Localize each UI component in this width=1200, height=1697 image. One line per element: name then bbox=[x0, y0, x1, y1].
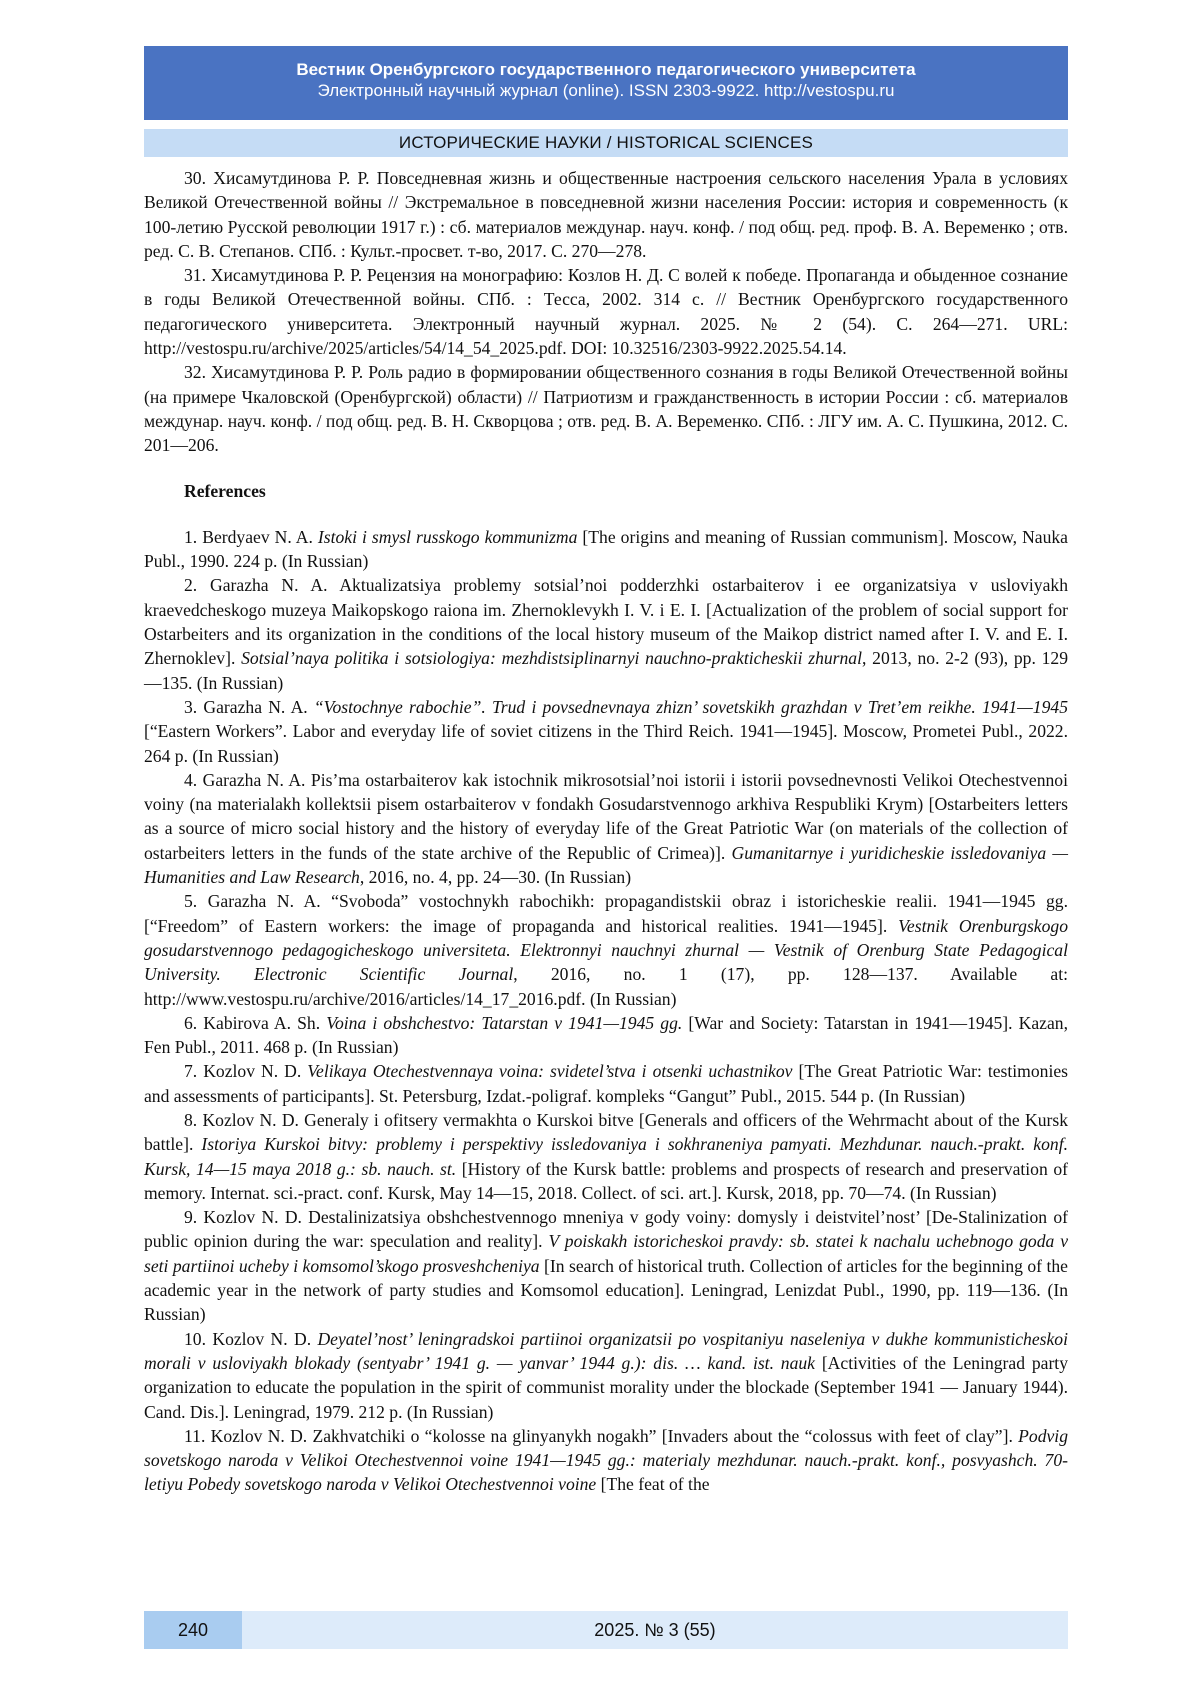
reference-item bbox=[144, 1059, 1068, 1108]
reference-title-italic: Vestnik Orenburgskogo gosudarstvennogo pedagogicheskogo universiteta. Elektronnyi nauchnyi zhurnal — Vestnik of Orenburg State Pedagogical University. Electronic Scientific Journal bbox=[144, 915, 1068, 985]
references-heading: References bbox=[184, 480, 266, 501]
reference-title-italic: Deyatel’nost’ leningradskoi partiinoi organizatsii po vospitaniyu naseleniya v dukhe kommunisticheskoi morali v usloviyakh blokady (sentyabr’ 1941 g. — yanvar’ 1944 g.): dis. … kand. ist. nauk bbox=[144, 1328, 1068, 1373]
reference-title-italic: Voina i obshchestvo: Tatarstan v 1941—1945 gg. bbox=[326, 1012, 683, 1033]
reference-text: , 2016, no. 4, pp. 24—30. (In Russian) bbox=[359, 867, 632, 888]
reference-item bbox=[144, 1205, 1068, 1326]
reference-title-italic: Podvig sovetskogo naroda v Velikoi Otechestvennoi voine 1941—1945 gg.: materialy mezhdunar. nauch.-prakt. konf., posvyashch. 70-letiyu Pobedy sovetskogo naroda v Velikoi Otechestvennoi voine bbox=[144, 1425, 1068, 1495]
reference-item bbox=[144, 1011, 1068, 1060]
reference-text: [The feat of the bbox=[596, 1474, 710, 1495]
reference-title-italic: Velikaya Otechestvennaya voina: svidetel’stva i otsenki uchastnikov bbox=[307, 1061, 793, 1082]
article-body bbox=[144, 166, 1068, 1497]
reference-text: [The Great Patriotic War: testimonies and assessments of participants]. St. Petersburg, Izdat.-poligraf. kompleks “Gangut” Publ., 2015. 544 p. (In Russian) bbox=[144, 1061, 1068, 1106]
reference-title-italic: “Vostochnye rabochie”. Trud i povsednevnaya zhizn’ sovetskikh grazhdan v Tret’em reikhe. 1941—1945 bbox=[313, 696, 1068, 717]
reference-text: 7. Kozlov N. D. bbox=[184, 1061, 308, 1082]
references-list bbox=[144, 525, 1068, 1497]
reference-text: , 2016, no. 1 (17), pp. 128—137. Available at: http://www.vestospu.ru/archive/2016/articles/14_17_2016.pdf. (In Russian) bbox=[144, 964, 1068, 1009]
reference-text: [“Eastern Workers”. Labor and everyday life of soviet citizens in the Third Reich. 1941—1945]. Moscow, Prometei Publ., 2022. 264 p. (In Russian) bbox=[144, 721, 1068, 766]
reference-text: 9. Kozlov N. D. Destalinizatsiya obshchestvennogo mneniya v gody voiny: domysly i deistvitel’nost’ [De-Stalinization of public opinion during the war: speculation and reality]. bbox=[144, 1207, 1068, 1252]
reference-item bbox=[144, 1327, 1068, 1424]
page-number: 240 bbox=[144, 1611, 242, 1649]
reference-text: 11. Kozlov N. D. Zakhvatchiki o “kolosse na glinyanykh nogakh” [Invaders about the “colossus with feet of clay”]. bbox=[184, 1425, 1019, 1446]
reference-text: [The origins and meaning of Russian communism]. Moscow, Nauka Publ., 1990. 224 p. (In Russian) bbox=[144, 526, 1068, 572]
reference-item-ru: 31. Хисамутдинова Р. Р. Рецензия на монографию: Козлов Н. Д. С волей к победе. Пропаганда и обыденное сознание в годы Великой Отечественной войны. СПб. : Тесса, 2002. 314 с. // Вестник Оренбургского государственного педагогического университета. Электронный научный журнал. 2025. № 2 (54). С. 264—271. URL: http://vestospu.ru/archive/2025/articles/54/14_54_2025.pdf. DOI: 10.32516/2303-9922.2025.54.14. bbox=[144, 265, 1068, 359]
reference-item bbox=[144, 573, 1068, 694]
reference-text: 6. Kabirova A. Sh. bbox=[184, 1012, 327, 1033]
reference-text: 3. Garazha N. A. bbox=[184, 696, 314, 717]
reference-text: [History of the Kursk battle: problems and prospects of research and preservation of memory. Internat. sci.-pract. conf. Kursk, May 14—15, 2018. Collect. of sci. art.]. Kursk, 2018, pp. 70—74. (In Russian) bbox=[144, 1158, 1068, 1203]
reference-text: 4. Garazha N. A. Pis’ma ostarbaiterov kak istochnik mikrosotsial’noi istorii i istorii povsednevnosti Velikoi Otechestvennoi voiny (na materialakh kollektsii pisem ostarbaiterov v fondakh Gosudarstvennogo arkhiva Respubliki Krym) [Ostarbeiters letters as a source of micro social history and the history of everyday life of the Great Patriotic War (on materials of the collection of ostarbeiters letters in the funds of the state archive of the Republic of Crimea)]. bbox=[144, 769, 1068, 863]
reference-text: 8. Kozlov N. D. Generaly i ofitsery vermakhta o Kurskoi bitve [Generals and officers of the Wehrmacht about of the Kursk battle]. bbox=[144, 1109, 1068, 1155]
section-title: ИСТОРИЧЕСКИЕ НАУКИ / HISTORICAL SCIENCES bbox=[144, 129, 1068, 157]
reference-title-italic: Gumanitarnye i yuridicheskie issledovaniya — Humanities and Law Research bbox=[144, 842, 1068, 888]
reference-item-ru: 30. Хисамутдинова Р. Р. Повседневная жизнь и общественные настроения сельского населения Урала в условиях Великой Отечественной войны // Экстремальное в повседневной жизни населения России: история и современность (к 100-летию Русской революции 1917 г.) : сб. материалов междунар. науч. конф. / под общ. ред. проф. В. А. Веременко ; отв. ред. С. В. Степанов. СПб. : Культ.-просвет. т-во, 2017. С. 270—278. bbox=[144, 168, 1068, 261]
reference-item bbox=[144, 1424, 1068, 1497]
reference-item-ru: 32. Хисамутдинова Р. Р. Роль радио в формировании общественного сознания в годы Великой Отечественной войны (на примере Чкаловской (Оренбургской) области) // Патриотизм и гражданственность в истории России : сб. материалов междунар. науч. конф. / под общ. ред. В. Н. Скворцова ; отв. ред. В. А. Веременко. СПб. : ЛГУ им. А. С. Пушкина, 2012. С. 201—206. bbox=[144, 362, 1068, 456]
reference-title-italic: Istoriya Kurskoi bitvy: problemy i perspektivy issledovaniya i sokhraneniya pamyati. Mezhdunar. nauch.-prakt. konf. Kursk, 14—15 maya 2018 g.: sb. nauch. st. bbox=[144, 1134, 1068, 1179]
journal-title: Вестник Оренбургского государственного педагогического университета bbox=[296, 60, 916, 79]
reference-text: [In search of historical truth. Collection of articles for the beginning of the academic year in the network of party studies and Komsomol education]. Leningrad, Lenizdat Publ., 1990, pp. 119—136. (In Russian) bbox=[144, 1255, 1068, 1325]
reference-item bbox=[144, 525, 1068, 574]
reference-text: 5. Garazha N. A. “Svoboda” vostochnykh rabochikh: propagandistskii obraz i istoricheskie realii. 1941—1945 gg. [“Freedom” of Eastern workers: the image of propaganda and historical realities. 1941—1945]. bbox=[144, 891, 1068, 936]
reference-title-italic: Sotsial’naya politika i sotsiologiya: mezhdistsiplinarnyi nauchno-prakticheskii zhurnal bbox=[241, 648, 862, 669]
reference-item bbox=[144, 768, 1068, 889]
reference-title-italic: V poiskakh istoricheskoi pravdy: sb. statei k nachalu uchebnogo goda v seti partiinoi ucheby i komsomol’skogo prosveshcheniya bbox=[144, 1231, 1069, 1276]
reference-text: 1. Berdyaev N. A. bbox=[184, 526, 318, 547]
reference-item bbox=[144, 695, 1068, 768]
journal-header bbox=[144, 46, 1068, 120]
issue-info: 2025. № 3 (55) bbox=[242, 1611, 1068, 1649]
reference-text: [War and Society: Tatarstan in 1941—1945]. Kazan, Fen Publ., 2011. 468 p. (In Russian) bbox=[144, 1012, 1068, 1058]
reference-title-italic: Istoki i smysl russkogo kommunizma bbox=[317, 526, 578, 547]
reference-text: , 2013, no. 2-2 (93), pp. 129—135. (In Russian) bbox=[144, 648, 1068, 693]
journal-subtitle: Электронный научный журнал (online). ISSN 2303-9922. http://vestospu.ru bbox=[317, 81, 895, 100]
reference-item bbox=[144, 1108, 1068, 1205]
reference-item bbox=[144, 889, 1068, 1010]
reference-text: 2. Garazha N. A. Aktualizatsiya problemy sotsial’noi podderzhki ostarbaiterov i ee organizatsiya v usloviyakh kraevedcheskogo muzeya Maikopskogo raiona im. Zhernoklevykh I. V. i E. I. [Actualization of the problem of social support for Ostarbeiters and its organization in the conditions of the local history museum of the Maikop district named after I. V. and E. I. Zhernoklev]. bbox=[144, 575, 1068, 669]
reference-text: [Activities of the Leningrad party organization to educate the population in the spirit of communist morality under the blockade (September 1941 — January 1944). Cand. Dis.]. Leningrad, 1979. 212 p. (In Russian) bbox=[144, 1352, 1068, 1422]
reference-text: 10. Kozlov N. D. bbox=[184, 1328, 318, 1349]
